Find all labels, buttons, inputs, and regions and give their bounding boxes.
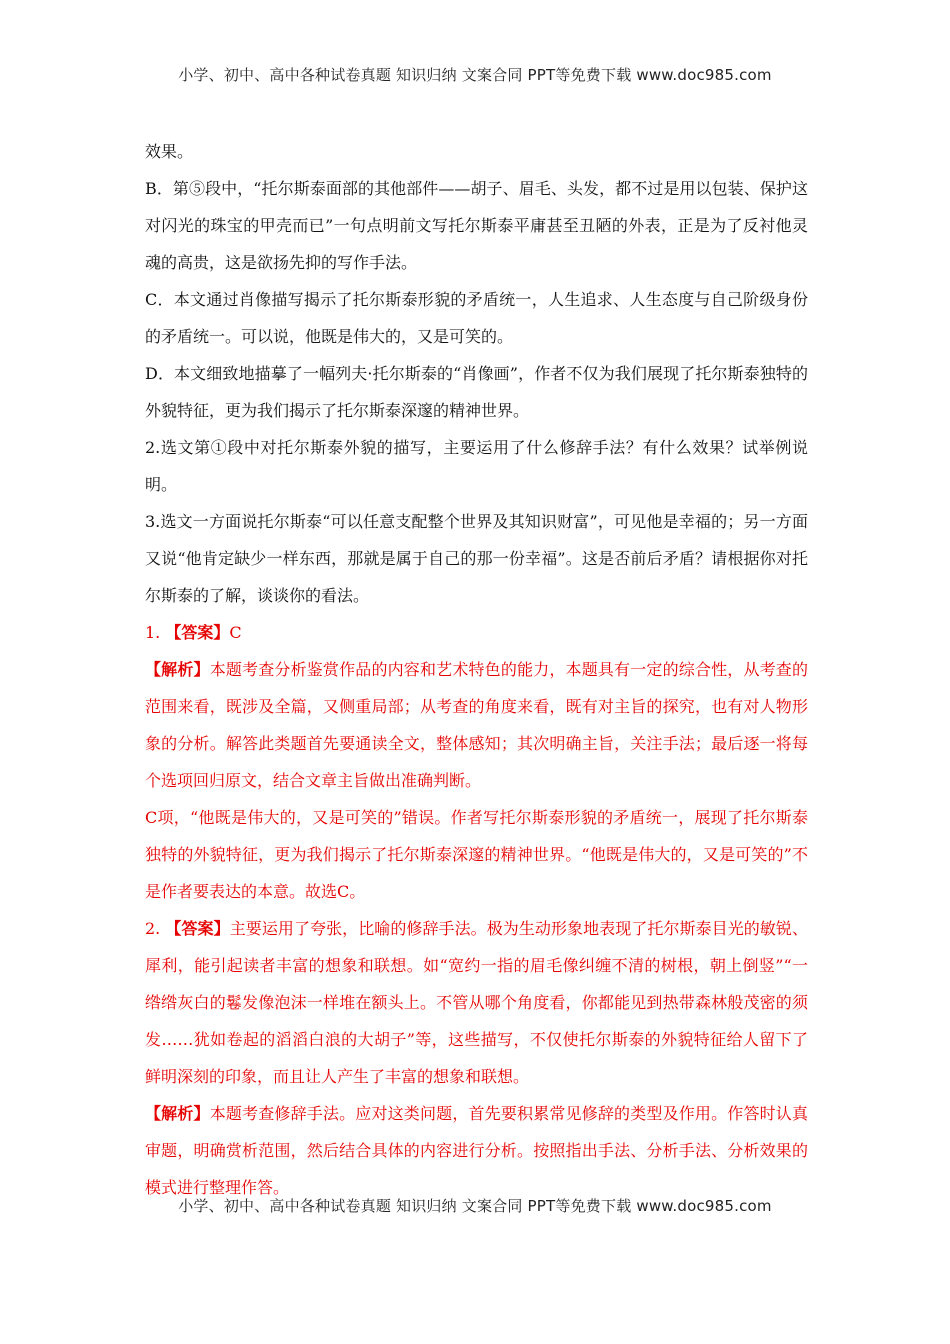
question-2: 2.选文第①段中对托尔斯泰外貌的描写，主要运用了什么修辞手法？有什么效果？试举例说明。	[145, 438, 808, 494]
analysis-tag: 【解析】	[145, 660, 210, 679]
option-c: C．本文通过肖像描写揭示了托尔斯泰形貌的矛盾统一，人生追求、人生态度与自己阶级身份的矛盾统一。可以说，他既是伟大的，又是可笑的。	[145, 290, 808, 346]
answer-tag: 【答案】	[165, 919, 230, 938]
analysis-2	[145, 1095, 808, 1206]
answer-2	[145, 910, 808, 1095]
document-body	[145, 133, 808, 1206]
option-b: B．第⑤段中，“托尔斯泰面部的其他部件——胡子、眉毛、头发，都不过是用以包装、保护这对闪光的珠宝的甲壳而已”一句点明前文写托尔斯泰平庸甚至丑陋的外表，正是为了反衬他灵魂的高贵，这是欲扬先抑的写作手法。	[145, 179, 808, 272]
analysis-tag: 【解析】	[145, 1104, 210, 1123]
answer-1-value: C	[229, 623, 242, 642]
answer-1	[145, 614, 808, 651]
question-text: 效果。	[145, 142, 194, 161]
answer-1-number: 1.	[145, 623, 166, 642]
analysis-1	[145, 651, 808, 799]
analysis-1-text: 本题考查分析鉴赏作品的内容和艺术特色的能力，本题具有一定的综合性，从考查的范围来看，既涉及全篇，又侧重局部；从考查的角度来看，既有对主旨的探究，也有对人物形象的分析。解答此类题首先要通读全文，整体感知；其次明确主旨，关注手法；最后逐一将每个选项回归原文，结合文章主旨做出准确判断。	[145, 660, 808, 790]
question-3: 3.选文一方面说托尔斯泰“可以任意支配整个世界及其知识财富”，可见他是幸福的；另一方面又说“他肯定缺少一样东西，那就是属于自己的那一份幸福”。这是否前后矛盾？请根据你对托尔斯泰的了解，谈谈你的看法。	[145, 512, 808, 605]
page-footer: 小学、初中、高中各种试卷真题 知识归纳 文案合同 PPT等免费下载 www.doc985.com	[178, 1197, 772, 1215]
analysis-1-detail: C项，“他既是伟大的，又是可笑的”错误。作者写托尔斯泰形貌的矛盾统一，展现了托尔斯泰独特的外貌特征，更为我们揭示了托尔斯泰深邃的精神世界。“他既是伟大的，又是可笑的”不是作者要表达的本意。故选C。	[145, 808, 808, 901]
analysis-2-text: 本题考查修辞手法。应对这类问题，首先要积累常见修辞的类型及作用。作答时认真审题，明确赏析范围，然后结合具体的内容进行分析。按照指出手法、分析手法、分析效果的模式进行整理作答。	[145, 1104, 808, 1197]
answer-2-number: 2.	[145, 919, 166, 938]
page-header: 小学、初中、高中各种试卷真题 知识归纳 文案合同 PPT等免费下载 www.doc985.com	[178, 66, 772, 84]
answer-2-text: 主要运用了夸张，比喻的修辞手法。极为生动形象地表现了托尔斯泰目光的敏锐、犀利，能引起读者丰富的想象和联想。如“宽约一指的眉毛像纠缠不清的树根，朝上倒竖”“一绺绺灰白的鬈发像泡沫一样堆在额头上。不管从哪个角度看，你都能见到热带森林般茂密的须发……犹如卷起的滔滔白浪的大胡子”等，这些描写，不仅使托尔斯泰的外貌特征给人留下了鲜明深刻的印象，而且让人产生了丰富的想象和联想。	[145, 919, 808, 1086]
answer-tag: 【答案】	[165, 623, 230, 642]
option-d: D．本文细致地描摹了一幅列夫·托尔斯泰的“肖像画”，作者不仅为我们展现了托尔斯泰独特的外貌特征，更为我们揭示了托尔斯泰深邃的精神世界。	[145, 364, 808, 420]
